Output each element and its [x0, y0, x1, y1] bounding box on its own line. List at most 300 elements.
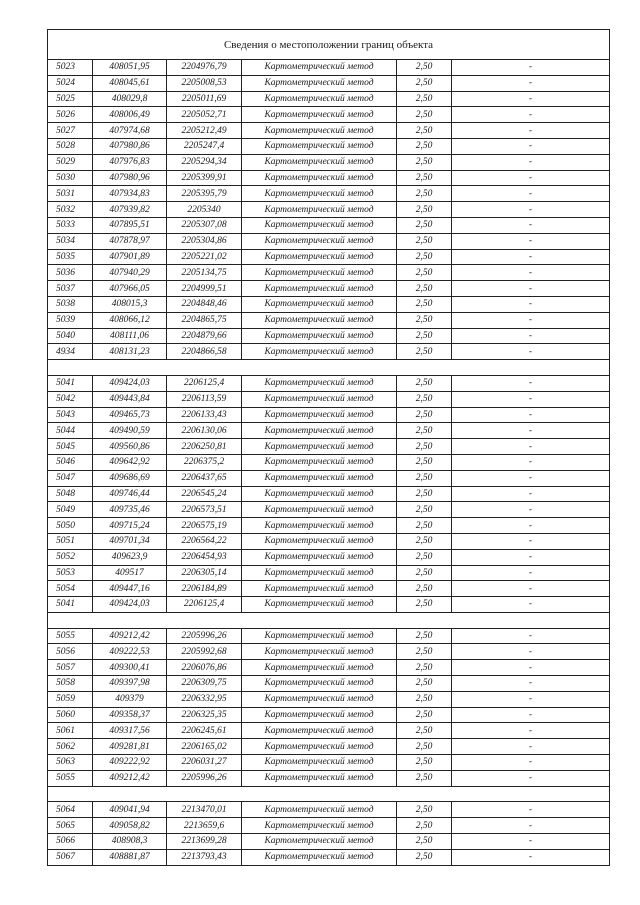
- cell-description: -: [452, 75, 610, 91]
- cell-precision: 2,50: [397, 328, 452, 344]
- cell-method: Картометрический метод: [242, 533, 397, 549]
- table-row: [48, 565, 610, 581]
- cell-description: -: [452, 660, 610, 676]
- cell-coord-x: 409443,84: [93, 391, 167, 407]
- cell-point-number: 5027: [48, 123, 93, 139]
- cell-method: Картометрический метод: [242, 75, 397, 91]
- cell-coord-x: 409281,81: [93, 739, 167, 755]
- cell-coord-y: 2206437,65: [167, 470, 242, 486]
- cell-coord-y: 2206375,2: [167, 454, 242, 470]
- cell-point-number: 5034: [48, 233, 93, 249]
- cell-method: Картометрический метод: [242, 123, 397, 139]
- table-row: [48, 344, 610, 360]
- cell-method: Картометрический метод: [242, 138, 397, 154]
- cell-coord-x: 407934,83: [93, 186, 167, 202]
- cell-method: Картометрический метод: [242, 296, 397, 312]
- cell-point-number: 5055: [48, 628, 93, 644]
- cell-point-number: 5025: [48, 91, 93, 107]
- cell-coord-x: 409058,82: [93, 818, 167, 834]
- group-separator-cell: [48, 786, 610, 802]
- cell-description: -: [452, 344, 610, 360]
- table-row: [48, 533, 610, 549]
- cell-coord-y: 2206325,35: [167, 707, 242, 723]
- cell-coord-y: 2213699,28: [167, 834, 242, 850]
- cell-point-number: 5051: [48, 533, 93, 549]
- cell-coord-y: 2204976,79: [167, 60, 242, 76]
- cell-precision: 2,50: [397, 391, 452, 407]
- cell-coord-x: 409317,56: [93, 723, 167, 739]
- table-row: [48, 107, 610, 123]
- cell-point-number: 5064: [48, 802, 93, 818]
- cell-point-number: 5048: [48, 486, 93, 502]
- cell-description: -: [452, 407, 610, 423]
- cell-coord-x: 408006,49: [93, 107, 167, 123]
- cell-description: -: [452, 454, 610, 470]
- cell-method: Картометрический метод: [242, 691, 397, 707]
- table-row: [48, 739, 610, 755]
- cell-description: -: [452, 217, 610, 233]
- table-row: [48, 265, 610, 281]
- cell-precision: 2,50: [397, 644, 452, 660]
- cell-coord-x: 408066,12: [93, 312, 167, 328]
- cell-precision: 2,50: [397, 265, 452, 281]
- cell-coord-y: 2206564,22: [167, 533, 242, 549]
- cell-description: -: [452, 849, 610, 865]
- table-row: [48, 281, 610, 297]
- cell-coord-x: 409424,03: [93, 375, 167, 391]
- cell-coord-y: 2206332,95: [167, 691, 242, 707]
- cell-coord-x: 408029,8: [93, 91, 167, 107]
- cell-point-number: 5024: [48, 75, 93, 91]
- cell-description: -: [452, 123, 610, 139]
- group-separator-row: [48, 786, 610, 802]
- cell-method: Картометрический метод: [242, 344, 397, 360]
- cell-precision: 2,50: [397, 186, 452, 202]
- table-row: [48, 170, 610, 186]
- cell-point-number: 5028: [48, 138, 93, 154]
- cell-description: -: [452, 628, 610, 644]
- cell-precision: 2,50: [397, 423, 452, 439]
- cell-coord-x: 409735,46: [93, 502, 167, 518]
- cell-method: Картометрический метод: [242, 107, 397, 123]
- cell-method: Картометрический метод: [242, 328, 397, 344]
- group-separator-row: [48, 612, 610, 628]
- cell-coord-y: 2206125,4: [167, 597, 242, 613]
- cell-method: Картометрический метод: [242, 723, 397, 739]
- cell-description: -: [452, 770, 610, 786]
- cell-precision: 2,50: [397, 676, 452, 692]
- cell-method: Картометрический метод: [242, 470, 397, 486]
- cell-coord-x: 409358,37: [93, 707, 167, 723]
- cell-description: -: [452, 502, 610, 518]
- cell-precision: 2,50: [397, 439, 452, 455]
- cell-description: -: [452, 439, 610, 455]
- cell-method: Картометрический метод: [242, 597, 397, 613]
- cell-coord-x: 408131,23: [93, 344, 167, 360]
- table-row: [48, 502, 610, 518]
- cell-method: Картометрический метод: [242, 391, 397, 407]
- cell-coord-y: 2205221,02: [167, 249, 242, 265]
- cell-coord-y: 2205008,53: [167, 75, 242, 91]
- table-row: [48, 423, 610, 439]
- cell-method: Картометрический метод: [242, 233, 397, 249]
- cell-point-number: 5032: [48, 202, 93, 218]
- cell-point-number: 5061: [48, 723, 93, 739]
- cell-point-number: 5033: [48, 217, 93, 233]
- cell-coord-y: 2206165,02: [167, 739, 242, 755]
- cell-method: Картометрический метод: [242, 439, 397, 455]
- cell-coord-y: 2213470,01: [167, 802, 242, 818]
- cell-method: Картометрический метод: [242, 454, 397, 470]
- table-row: [48, 454, 610, 470]
- cell-coord-x: 408908,3: [93, 834, 167, 850]
- cell-coord-y: 2206575,19: [167, 518, 242, 534]
- cell-coord-y: 2204848,46: [167, 296, 242, 312]
- cell-precision: 2,50: [397, 75, 452, 91]
- table-row: [48, 597, 610, 613]
- cell-method: Картометрический метод: [242, 565, 397, 581]
- cell-precision: 2,50: [397, 691, 452, 707]
- table-row: [48, 154, 610, 170]
- cell-coord-x: 409397,98: [93, 676, 167, 692]
- cell-coord-x: 409701,34: [93, 533, 167, 549]
- cell-method: Картометрический метод: [242, 312, 397, 328]
- cell-method: Картометрический метод: [242, 281, 397, 297]
- table-row: [48, 328, 610, 344]
- table-row: [48, 834, 610, 850]
- table-row: [48, 818, 610, 834]
- cell-coord-x: 409379: [93, 691, 167, 707]
- cell-description: -: [452, 818, 610, 834]
- cell-method: Картометрический метод: [242, 265, 397, 281]
- cell-method: Картометрический метод: [242, 834, 397, 850]
- cell-coord-x: 409623,9: [93, 549, 167, 565]
- cell-coord-y: 2205992,68: [167, 644, 242, 660]
- cell-coord-y: 2206076,86: [167, 660, 242, 676]
- table-row: [48, 628, 610, 644]
- cell-point-number: 5047: [48, 470, 93, 486]
- cell-coord-x: 407939,82: [93, 202, 167, 218]
- table-row: [48, 123, 610, 139]
- cell-method: Картометрический метод: [242, 170, 397, 186]
- table-row: [48, 233, 610, 249]
- cell-description: -: [452, 707, 610, 723]
- cell-method: Картометрический метод: [242, 676, 397, 692]
- cell-coord-y: 2206125,4: [167, 375, 242, 391]
- cell-point-number: 5065: [48, 818, 93, 834]
- cell-coord-y: 2205212,49: [167, 123, 242, 139]
- cell-coord-y: 2206309,75: [167, 676, 242, 692]
- table-row: [48, 138, 610, 154]
- cell-method: Картометрический метод: [242, 660, 397, 676]
- cell-description: -: [452, 802, 610, 818]
- cell-precision: 2,50: [397, 202, 452, 218]
- cell-method: Картометрический метод: [242, 739, 397, 755]
- cell-method: Картометрический метод: [242, 818, 397, 834]
- cell-description: -: [452, 91, 610, 107]
- cell-coord-x: 409222,92: [93, 755, 167, 771]
- cell-description: -: [452, 533, 610, 549]
- cell-method: Картометрический метод: [242, 802, 397, 818]
- cell-precision: 2,50: [397, 296, 452, 312]
- table-row: [48, 296, 610, 312]
- cell-method: Картометрический метод: [242, 628, 397, 644]
- table-row: [48, 549, 610, 565]
- cell-coord-y: 2205395,79: [167, 186, 242, 202]
- table-row: [48, 75, 610, 91]
- cell-coord-x: 409642,92: [93, 454, 167, 470]
- cell-description: -: [452, 691, 610, 707]
- cell-method: Картометрический метод: [242, 770, 397, 786]
- table-row: [48, 375, 610, 391]
- group-separator-row: [48, 360, 610, 376]
- table-row: [48, 518, 610, 534]
- cell-description: -: [452, 755, 610, 771]
- cell-precision: 2,50: [397, 249, 452, 265]
- cell-method: Картометрический метод: [242, 249, 397, 265]
- cell-method: Картометрический метод: [242, 644, 397, 660]
- cell-description: -: [452, 565, 610, 581]
- cell-coord-y: 2205307,08: [167, 217, 242, 233]
- cell-description: -: [452, 154, 610, 170]
- cell-coord-y: 2205340: [167, 202, 242, 218]
- table-row: [48, 660, 610, 676]
- cell-coord-x: 409746,44: [93, 486, 167, 502]
- cell-coord-y: 2206454,93: [167, 549, 242, 565]
- cell-point-number: 5053: [48, 565, 93, 581]
- cell-coord-x: 407976,83: [93, 154, 167, 170]
- cell-coord-y: 2206133,43: [167, 407, 242, 423]
- cell-coord-x: 409715,24: [93, 518, 167, 534]
- cell-coord-x: 407980,86: [93, 138, 167, 154]
- cell-description: -: [452, 581, 610, 597]
- table-row: [48, 644, 610, 660]
- cell-point-number: 5030: [48, 170, 93, 186]
- table-row: [48, 849, 610, 865]
- cell-point-number: 5029: [48, 154, 93, 170]
- cell-method: Картометрический метод: [242, 486, 397, 502]
- cell-method: Картометрический метод: [242, 91, 397, 107]
- cell-coord-y: 2206245,61: [167, 723, 242, 739]
- cell-coord-y: 2204879,66: [167, 328, 242, 344]
- cell-precision: 2,50: [397, 470, 452, 486]
- cell-description: -: [452, 518, 610, 534]
- table-title-row: [48, 30, 610, 60]
- cell-description: -: [452, 265, 610, 281]
- table-row: [48, 407, 610, 423]
- cell-precision: 2,50: [397, 281, 452, 297]
- cell-coord-y: 2206305,14: [167, 565, 242, 581]
- table-row: [48, 202, 610, 218]
- cell-point-number: 5056: [48, 644, 93, 660]
- table-row: [48, 312, 610, 328]
- cell-method: Картометрический метод: [242, 407, 397, 423]
- cell-method: Картометрический метод: [242, 217, 397, 233]
- boundary-table-sheet: [47, 29, 609, 866]
- cell-precision: 2,50: [397, 660, 452, 676]
- cell-coord-x: 409212,42: [93, 628, 167, 644]
- cell-description: -: [452, 423, 610, 439]
- cell-point-number: 5050: [48, 518, 93, 534]
- table-row: [48, 581, 610, 597]
- cell-description: -: [452, 312, 610, 328]
- table-row: [48, 186, 610, 202]
- cell-coord-y: 2213793,43: [167, 849, 242, 865]
- boundary-table: [47, 29, 610, 866]
- cell-method: Картометрический метод: [242, 518, 397, 534]
- cell-point-number: 5055: [48, 770, 93, 786]
- cell-point-number: 5067: [48, 849, 93, 865]
- cell-coord-y: 2206545,24: [167, 486, 242, 502]
- cell-point-number: 5042: [48, 391, 93, 407]
- cell-coord-y: 2206184,89: [167, 581, 242, 597]
- cell-precision: 2,50: [397, 486, 452, 502]
- cell-precision: 2,50: [397, 549, 452, 565]
- cell-precision: 2,50: [397, 344, 452, 360]
- cell-precision: 2,50: [397, 802, 452, 818]
- cell-coord-y: 2205996,26: [167, 628, 242, 644]
- cell-coord-y: 2206113,59: [167, 391, 242, 407]
- cell-description: -: [452, 281, 610, 297]
- cell-method: Картометрический метод: [242, 549, 397, 565]
- cell-precision: 2,50: [397, 138, 452, 154]
- cell-point-number: 5040: [48, 328, 93, 344]
- cell-precision: 2,50: [397, 707, 452, 723]
- cell-coord-y: 2206250,81: [167, 439, 242, 455]
- cell-precision: 2,50: [397, 849, 452, 865]
- cell-precision: 2,50: [397, 233, 452, 249]
- cell-point-number: 5046: [48, 454, 93, 470]
- cell-precision: 2,50: [397, 818, 452, 834]
- cell-point-number: 5023: [48, 60, 93, 76]
- table-row: [48, 707, 610, 723]
- cell-coord-y: 2205052,71: [167, 107, 242, 123]
- cell-coord-x: 407878,97: [93, 233, 167, 249]
- cell-description: -: [452, 739, 610, 755]
- cell-precision: 2,50: [397, 834, 452, 850]
- cell-coord-y: 2213659,6: [167, 818, 242, 834]
- cell-description: -: [452, 186, 610, 202]
- cell-point-number: 5035: [48, 249, 93, 265]
- cell-precision: 2,50: [397, 454, 452, 470]
- cell-coord-x: 408051,95: [93, 60, 167, 76]
- cell-point-number: 5039: [48, 312, 93, 328]
- cell-coord-y: 2205294,34: [167, 154, 242, 170]
- cell-point-number: 5045: [48, 439, 93, 455]
- cell-precision: 2,50: [397, 312, 452, 328]
- table-row: [48, 770, 610, 786]
- cell-point-number: 5063: [48, 755, 93, 771]
- cell-coord-y: 2206031,27: [167, 755, 242, 771]
- cell-description: -: [452, 202, 610, 218]
- cell-description: -: [452, 60, 610, 76]
- cell-precision: 2,50: [397, 170, 452, 186]
- cell-point-number: 5052: [48, 549, 93, 565]
- cell-precision: 2,50: [397, 565, 452, 581]
- cell-coord-x: 409490,59: [93, 423, 167, 439]
- cell-precision: 2,50: [397, 628, 452, 644]
- cell-method: Картометрический метод: [242, 60, 397, 76]
- cell-point-number: 5043: [48, 407, 93, 423]
- cell-point-number: 5038: [48, 296, 93, 312]
- cell-method: Картометрический метод: [242, 202, 397, 218]
- cell-description: -: [452, 107, 610, 123]
- cell-coord-x: 409424,03: [93, 597, 167, 613]
- cell-description: -: [452, 249, 610, 265]
- cell-description: -: [452, 470, 610, 486]
- cell-description: -: [452, 391, 610, 407]
- cell-coord-x: 407980,96: [93, 170, 167, 186]
- cell-point-number: 5059: [48, 691, 93, 707]
- cell-coord-x: 407940,29: [93, 265, 167, 281]
- table-row: [48, 691, 610, 707]
- cell-description: -: [452, 486, 610, 502]
- boundary-table-body: [48, 30, 610, 866]
- cell-coord-x: 407974,68: [93, 123, 167, 139]
- cell-method: Картометрический метод: [242, 849, 397, 865]
- group-separator-cell: [48, 360, 610, 376]
- cell-coord-y: 2205996,26: [167, 770, 242, 786]
- cell-description: -: [452, 676, 610, 692]
- cell-point-number: 5044: [48, 423, 93, 439]
- table-row: [48, 486, 610, 502]
- cell-precision: 2,50: [397, 123, 452, 139]
- cell-description: -: [452, 549, 610, 565]
- table-row: [48, 723, 610, 739]
- cell-description: -: [452, 834, 610, 850]
- cell-precision: 2,50: [397, 217, 452, 233]
- cell-method: Картометрический метод: [242, 423, 397, 439]
- cell-description: -: [452, 233, 610, 249]
- cell-method: Картометрический метод: [242, 375, 397, 391]
- cell-point-number: 5054: [48, 581, 93, 597]
- cell-precision: 2,50: [397, 755, 452, 771]
- cell-coord-x: 408881,87: [93, 849, 167, 865]
- cell-method: Картометрический метод: [242, 755, 397, 771]
- cell-coord-y: 2205247,4: [167, 138, 242, 154]
- cell-coord-y: 2205399,91: [167, 170, 242, 186]
- cell-method: Картометрический метод: [242, 581, 397, 597]
- cell-point-number: 5062: [48, 739, 93, 755]
- cell-coord-x: 408015,3: [93, 296, 167, 312]
- table-row: [48, 91, 610, 107]
- cell-coord-x: 409465,73: [93, 407, 167, 423]
- cell-coord-x: 408045,61: [93, 75, 167, 91]
- cell-description: -: [452, 375, 610, 391]
- cell-precision: 2,50: [397, 770, 452, 786]
- cell-point-number: 5036: [48, 265, 93, 281]
- cell-method: Картометрический метод: [242, 502, 397, 518]
- cell-coord-y: 2206573,51: [167, 502, 242, 518]
- table-row: [48, 676, 610, 692]
- table-title: Сведения о местоположении границ объекта: [48, 30, 610, 60]
- table-row: [48, 439, 610, 455]
- cell-point-number: 4934: [48, 344, 93, 360]
- cell-coord-x: 409517: [93, 565, 167, 581]
- cell-description: -: [452, 723, 610, 739]
- cell-coord-x: 407966,05: [93, 281, 167, 297]
- cell-point-number: 5058: [48, 676, 93, 692]
- table-row: [48, 802, 610, 818]
- cell-point-number: 5037: [48, 281, 93, 297]
- cell-point-number: 5060: [48, 707, 93, 723]
- cell-coord-x: 409300,41: [93, 660, 167, 676]
- table-row: [48, 60, 610, 76]
- cell-coord-y: 2206130,06: [167, 423, 242, 439]
- cell-precision: 2,50: [397, 91, 452, 107]
- cell-point-number: 5066: [48, 834, 93, 850]
- cell-coord-x: 409222,53: [93, 644, 167, 660]
